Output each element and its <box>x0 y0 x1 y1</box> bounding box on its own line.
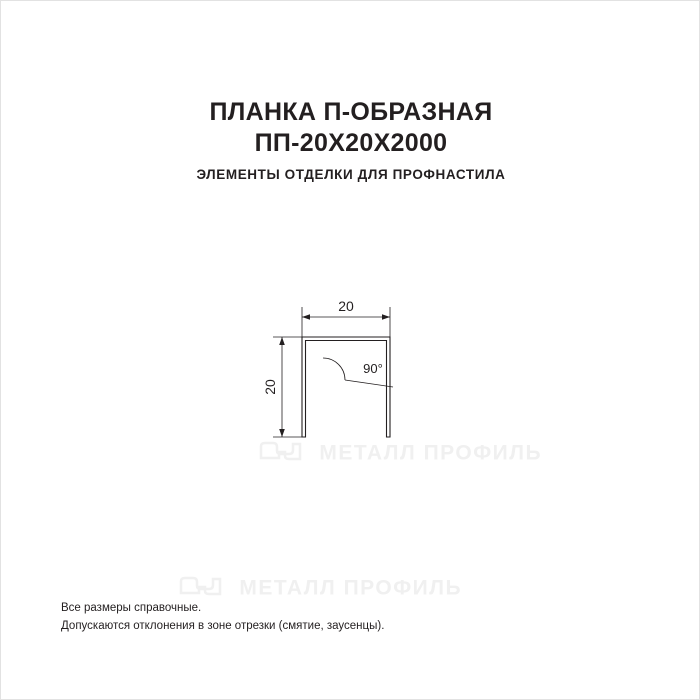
technical-drawing <box>1 201 700 600</box>
notes-block <box>61 599 384 635</box>
profile-outline <box>302 337 390 437</box>
angle-label: 90° <box>363 361 383 376</box>
page-subtitle: ЭЛЕМЕНТЫ ОТДЕЛКИ ДЛЯ ПРОФНАСТИЛА <box>196 167 506 182</box>
top-dimension-label: 20 <box>338 298 354 314</box>
profile-cross-section <box>1 201 700 531</box>
note-line-2: Допускаются отклонения в зоне отрезки (смятие, заусенцы). <box>61 620 385 632</box>
watermark-text: МЕТАЛЛ ПРОФИЛЬ <box>239 576 463 600</box>
watermark-text: МЕТАЛЛ ПРОФИЛЬ <box>319 441 543 465</box>
page-title-line2: ПП-20Х20Х2000 <box>254 129 448 157</box>
page-title-line1: ПЛАНКА П-ОБРАЗНАЯ <box>209 98 493 126</box>
title-block <box>1 97 700 182</box>
left-dimension-label: 20 <box>262 379 278 395</box>
note-line-1: Все размеры справочные. <box>61 602 202 614</box>
